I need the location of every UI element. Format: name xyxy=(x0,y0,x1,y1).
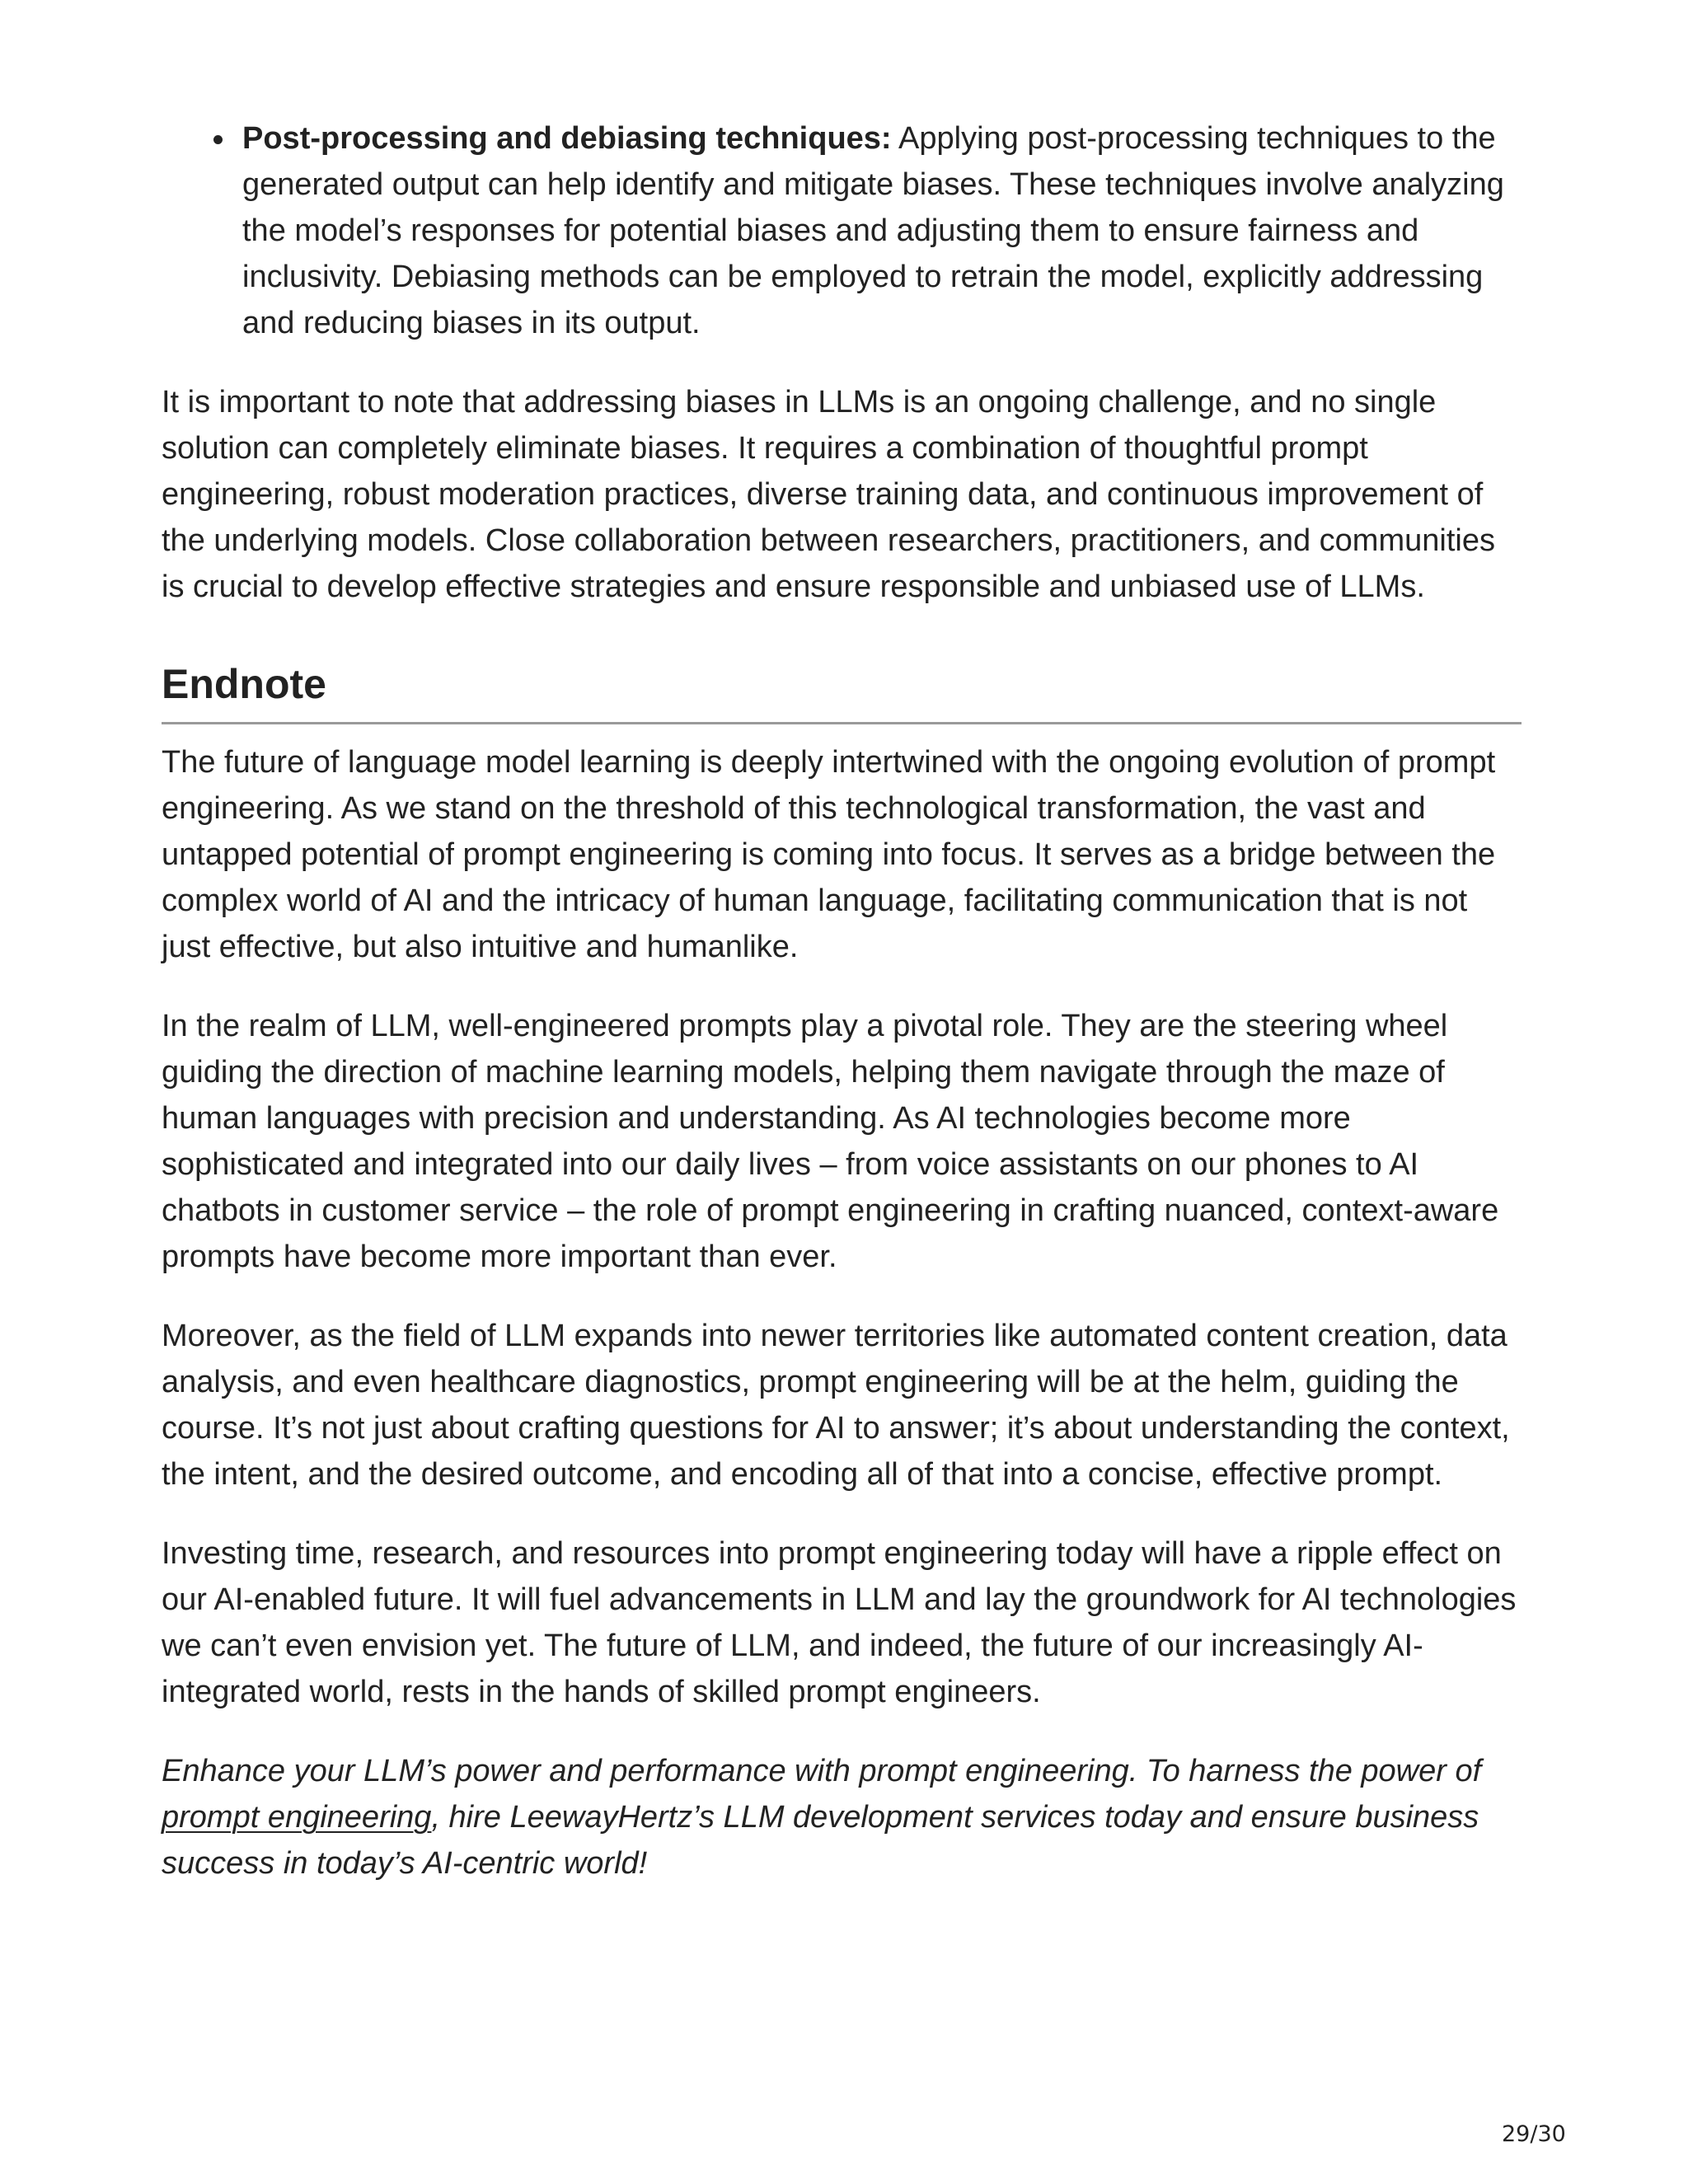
closing-paragraph xyxy=(162,1748,1522,1886)
section-paragraph-4: Investing time, research, and resources into prompt engineering today will have a ripple effect on our AI-enabled future. It will fuel advancements in LLM and lay the groundwork for AI technologies we can’t even envision yet. The future of LLM, and indeed, the future of our increasingly AI-integrated world, rests in the hands of skilled prompt engineers. xyxy=(162,1536,1517,1709)
page-number: 29/30 xyxy=(1502,2121,1566,2147)
section-paragraph-3: Moreover, as the field of LLM expands into newer territories like automated content creation, data analysis, and even healthcare diagnostics, prompt engineering will be at the helm, guiding the course. It’s not just about crafting questions for AI to answer; it’s about understanding the context, the intent, and the desired outcome, and encoding all of that into a concise, effective prompt. xyxy=(162,1319,1510,1492)
closing-text-after-link: , hire LeewayHertz’s LLM development services today and ensure business success in today’s AI-centric world! xyxy=(162,1800,1479,1881)
bullet-list xyxy=(162,115,1522,346)
article-content xyxy=(162,115,1522,1919)
list-item xyxy=(242,115,1522,346)
section-heading: Endnote xyxy=(162,659,1522,724)
section-paragraph-2: In the realm of LLM, well-engineered prompts play a pivotal role. They are the steering wheel guiding the direction of machine learning models, helping them navigate through the maze of human languages with precision and understanding. As AI technologies become more sophisticated and integrated into our daily lives – from voice assistants on our phones to AI chatbots in customer service – the role of prompt engineering in crafting nuanced, context-aware prompts have become more important than ever. xyxy=(162,1009,1499,1274)
list-item-bold-lead: Post-processing and debiasing techniques: xyxy=(242,121,892,156)
bullet-icon xyxy=(213,135,223,144)
closing-text-before-link: Enhance your LLM’s power and performance with prompt engineering. To harness the power of xyxy=(162,1754,1482,1788)
list-item-text: Applying post-processing techniques to the generated output can help identify and mitigate biases. These techniques involve analyzing the model’s responses for potential biases and adjusting them to ensure fairness and inclusivity. Debiasing methods can be employed to retrain the model, explicitly addressing and reducing biases in its output. xyxy=(242,121,1504,340)
intro-paragraph: It is important to note that addressing biases in LLMs is an ongoing challenge, and no single solution can completely eliminate biases. It requires a combination of thoughtful prompt engineering, robust moderation practices, diverse training data, and continuous improvement of the underlying models. Close collaboration between researchers, practitioners, and communities is crucial to develop effective strategies and ensure responsible and unbiased use of LLMs. xyxy=(162,385,1495,604)
section-paragraph-1: The future of language model learning is deeply intertwined with the ongoing evolution of prompt engineering. As we stand on the threshold of this technological transformation, the vast and untapped potential of prompt engineering is coming into focus. It serves as a bridge between the complex world of AI and the intricacy of human language, facilitating communication that is not just effective, but also intuitive and humanlike. xyxy=(162,745,1496,964)
prompt-engineering-link[interactable]: prompt engineering xyxy=(162,1800,432,1835)
